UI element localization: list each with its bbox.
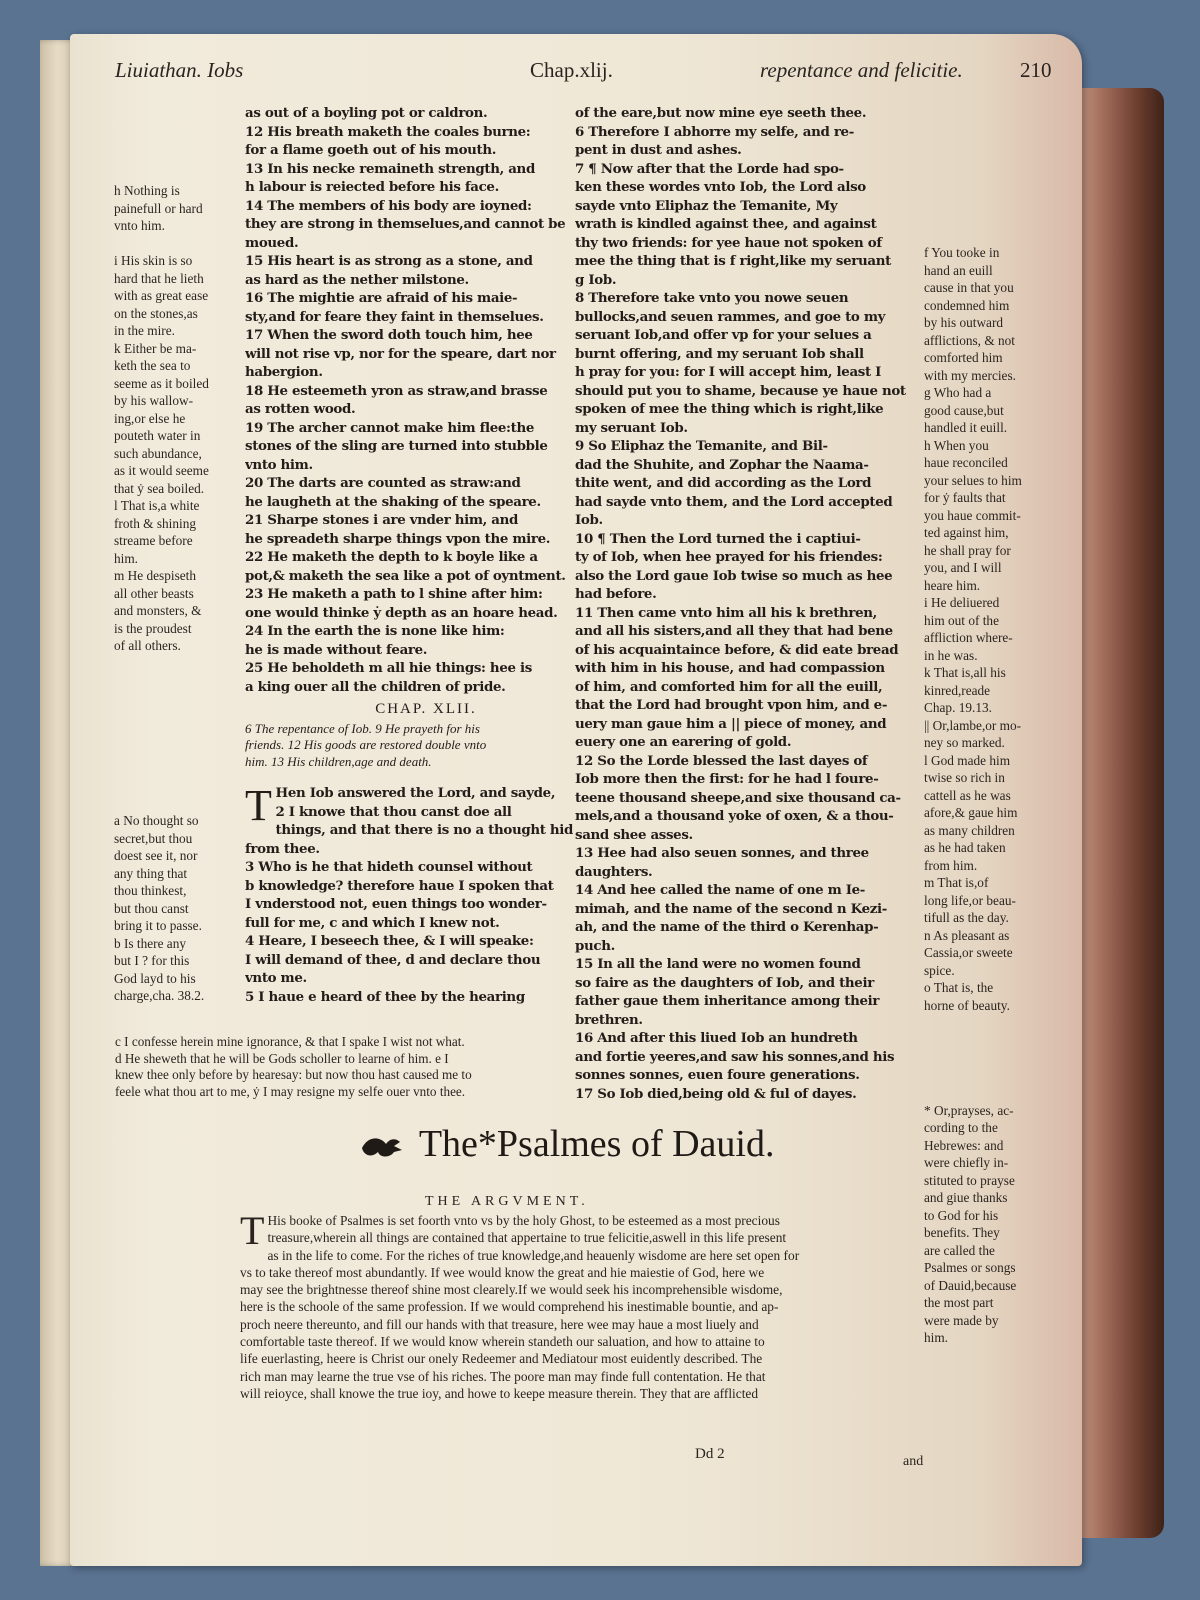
- verse-line: 10 ¶ Then the Lord turned the i captiui-: [575, 530, 861, 547]
- gloss-line: kinred,reade: [924, 682, 991, 698]
- verse-line: 5 I haue e heard of thee by the hearing: [245, 988, 525, 1005]
- gloss-line: in the mire.: [114, 323, 175, 338]
- argument-text: [240, 1208, 920, 1402]
- left-margin-gloss: [114, 182, 242, 1005]
- verse-line: 9 So Eliphaz the Temanite, and Bil-: [575, 438, 828, 454]
- gloss-line: him.: [114, 550, 139, 566]
- verse-line: burnt offering, and my seruant Iob shall: [575, 345, 864, 362]
- verse-line: 20 The darts are counted as straw:and: [245, 475, 521, 491]
- gloss-line: h Nothing is: [114, 183, 180, 198]
- verse-line: of him, and comforted him for all the euill,: [575, 678, 883, 695]
- verse-line: ken these wordes vnto Iob, the Lord also: [575, 179, 866, 195]
- running-head-left: Liuiathan. Iobs: [115, 58, 244, 82]
- gloss-line: [924, 1049, 1064, 1067]
- verse-line: he is made without feare.: [245, 641, 428, 658]
- verse-line: mels,and a thousand yoke of oxen, & a thou-: [575, 808, 894, 824]
- verse-line: 17 When the sword doth touch him, hee: [245, 327, 533, 343]
- gloss-line: afore,& gaue him: [924, 805, 1018, 820]
- argument-line: vs to take thereof most abundantly. If wee would know the great and hie maiestie of God, here we: [240, 1264, 765, 1280]
- gloss-line: of all others.: [114, 638, 181, 653]
- gloss-line: with as great ease: [114, 288, 209, 303]
- gloss-line: afflictions, & not: [924, 332, 1015, 348]
- drop-cap: T: [245, 781, 272, 830]
- verse-line: sonnes sonnes, euen foure generations.: [575, 1067, 860, 1083]
- gloss-line: [114, 742, 242, 760]
- gloss-line: seeme as it boiled: [114, 375, 209, 391]
- gloss-line: ney so marked.: [924, 735, 1005, 750]
- chapter-opening: [245, 781, 607, 858]
- verse-line: puch.: [575, 937, 615, 954]
- verse-line: had before.: [575, 586, 657, 602]
- argument-line: proch neere thereunto, and fill our hands with that treasure, here wee may haue a most liuely and: [240, 1316, 759, 1332]
- gloss-line: benefits. They: [924, 1225, 1000, 1240]
- verse-line: wrath is kindled against thee, and against: [575, 216, 877, 232]
- right-margin-gloss: [924, 244, 1064, 1347]
- verse-line: 13 In his necke remaineth strength, and: [245, 160, 535, 177]
- running-head: [70, 58, 1082, 88]
- gloss-line: vnto him.: [114, 218, 165, 233]
- psalms-title-text: The*Psalmes of Dauid.: [418, 1123, 775, 1165]
- gloss-line: ing,or else he: [114, 410, 186, 426]
- gloss-line: [924, 1032, 1064, 1050]
- catchword: and: [903, 1454, 924, 1469]
- gloss-line: thou thinkest,: [114, 883, 187, 898]
- verse-line: h pray for you: for I will accept him, least I: [575, 364, 882, 380]
- gloss-line: [114, 655, 242, 673]
- gloss-line: l God made him: [924, 752, 1011, 768]
- gloss-line: he shall pray for: [924, 542, 1011, 558]
- page: [70, 34, 1082, 1566]
- gloss-line: [114, 707, 242, 725]
- book: [40, 34, 1164, 1566]
- gloss-line: froth & shining: [114, 515, 196, 531]
- gloss-line: b Is there any: [114, 935, 186, 951]
- gloss-line: i His skin is so: [114, 253, 193, 268]
- verse-line: spoken of mee the thing which is right,like: [575, 401, 884, 417]
- verse-line: so faire as the daughters of Iob, and their: [575, 974, 874, 991]
- verse-line: for a flame goeth out of his mouth.: [245, 142, 497, 158]
- verse-line: as out of a boyling pot or caldron.: [245, 105, 488, 121]
- verse-line: habergion.: [245, 364, 323, 380]
- gloss-line: such abundance,: [114, 445, 202, 461]
- gloss-line: f You tooke in: [924, 245, 1000, 260]
- gloss-line: [924, 1014, 1064, 1032]
- verse-line: 7 ¶ Now after that the Lorde had spo-: [575, 160, 844, 177]
- verse-line: with him in his house, and had compassion: [575, 660, 885, 676]
- verse-line: moued.: [245, 234, 299, 251]
- argument-line: treasure,wherein all things are contained that appertaine to true felicitie,aswell in this life present: [267, 1230, 787, 1246]
- verse-line: 25 He beholdeth m all hie things: hee is: [245, 660, 532, 676]
- verse-line: had sayde vnto them, and the Lord accepted: [575, 493, 893, 510]
- verse-line: sayde vnto Eliphaz the Temanite, My: [575, 197, 838, 214]
- gloss-line: Psalmes or songs: [924, 1260, 1016, 1275]
- gloss-line: were chiefly in-: [924, 1155, 1009, 1170]
- gloss-line: from him.: [924, 857, 978, 873]
- verse-line: 8 Therefore take vnto you nowe seuen: [575, 290, 849, 306]
- verse-line: 16 And after this liued Iob an hundreth: [575, 1030, 858, 1046]
- gloss-line: Chap. 19.13.: [924, 700, 992, 715]
- verse-line: father gaue them inheritance among their: [575, 993, 880, 1009]
- gloss-line: keth the sea to: [114, 358, 191, 373]
- verse-line: b knowledge? therefore haue I spoken that: [245, 877, 554, 894]
- running-head-chapter: Chap.xlij.: [530, 58, 613, 82]
- gloss-line: but thou canst: [114, 900, 189, 916]
- gloss-line: handled it euill.: [924, 420, 1008, 435]
- verse-line: Hen Iob answered the Lord, and sayde,: [275, 785, 556, 801]
- verse-line: 19 The archer cannot make him flee:the: [245, 419, 535, 436]
- argument-line: rich man may learne the true vse of his riches. The poore man may finde full contentation. He that: [240, 1368, 766, 1384]
- gloss-line: as many children: [924, 822, 1015, 838]
- gloss-line: m He despiseth: [114, 568, 196, 583]
- verse-line: vnto me.: [245, 970, 307, 986]
- verse-line: pot,& maketh the sea like a pot of oyntment.: [245, 567, 566, 584]
- verse-line: a king ouer all the children of pride.: [245, 678, 506, 695]
- gloss-line: for ẏ faults that: [924, 490, 1006, 505]
- verse-line: 12 So the Lorde blessed the last dayes of: [575, 752, 868, 769]
- verse-line: my seruant Iob.: [575, 419, 688, 436]
- verse-line: g Iob.: [575, 271, 617, 288]
- gloss-line: secret,but thou: [114, 830, 193, 846]
- gloss-line: cause in that you: [924, 280, 1014, 295]
- gloss-line: stituted to prayse: [924, 1172, 1015, 1188]
- verse-line: mee the thing that is f right,like my seruant: [575, 253, 891, 269]
- verse-line: 2 I knowe that thou canst doe all: [275, 803, 512, 820]
- gloss-line: painefull or hard: [114, 200, 203, 216]
- gloss-line: that ẏ sea boiled.: [114, 480, 205, 496]
- verse-line: one would thinke ẏ depth as an hoare head.: [245, 604, 558, 621]
- gloss-line: a No thought so: [114, 813, 199, 828]
- verse-line: 4 Heare, I beseech thee, & I will speake:: [245, 933, 534, 949]
- argument-line: will reioyce, shall knowe the true ioy, and howe to keepe measure therein. They that are afflicted: [240, 1385, 759, 1401]
- summary-line: him. 13 His children,age and death.: [245, 753, 432, 769]
- gloss-line: haue reconciled: [924, 455, 1008, 470]
- verse-line: 18 He esteemeth yron as straw,and brasse: [245, 382, 548, 399]
- gloss-line: comforted him: [924, 350, 1003, 365]
- gloss-line: [114, 777, 242, 795]
- verse-line: 22 He maketh the depth to k boyle like a: [245, 549, 538, 565]
- chapter-summary: [245, 721, 607, 771]
- verse-line: they are strong in themselues,and cannot be: [245, 216, 566, 232]
- argument-line: here is the schoole of the same profession. If we would comprehend his inestimable bountie, and ap-: [240, 1299, 779, 1315]
- gloss-line: any thing that: [114, 865, 188, 881]
- gloss-line: is the proudest: [114, 620, 192, 636]
- gloss-line: doest see it, nor: [114, 848, 198, 863]
- verse-line: of the eare,but now mine eye seeth thee.: [575, 105, 867, 121]
- gloss-line: spice.: [924, 962, 955, 978]
- argument-drop-cap: T: [240, 1208, 265, 1253]
- gloss-line: l That is,a white: [114, 498, 200, 513]
- verse-line: vnto him.: [245, 456, 313, 473]
- verse-line: things, and that there is no a thought hid: [275, 822, 574, 838]
- gloss-line: condemned him: [924, 297, 1010, 313]
- argument-line: comfortable taste thereof. If we would know wherein standeth our saluation, and how to attaine to: [240, 1334, 765, 1350]
- verse-line: euery one an earering of gold.: [575, 734, 792, 750]
- verse-line: from thee.: [245, 840, 320, 857]
- gloss-line: long life,or beau-: [924, 892, 1016, 908]
- gloss-line: [924, 1067, 1064, 1085]
- psalms-title: [360, 1122, 860, 1172]
- verse-line: I will demand of thee, d and declare thou: [245, 951, 541, 968]
- verse-line: Iob.: [575, 512, 603, 528]
- gloss-line: God layd to his: [114, 970, 196, 986]
- gloss-line: Hebrewes: and: [924, 1137, 1004, 1153]
- verse-line: Iob more then the first: for he had l foure-: [575, 771, 879, 787]
- running-head-right: repentance and felicitie.: [760, 58, 963, 82]
- verse-line: 14 The members of his body are ioyned:: [245, 197, 532, 214]
- verse-line: 16 The mightie are afraid of his maie-: [245, 290, 518, 306]
- gloss-line: affliction where-: [924, 630, 1013, 645]
- verse-line: mimah, and the name of the second n Kezi-: [575, 900, 887, 917]
- verse-line: stones of the sling are turned into stubble: [245, 438, 548, 454]
- gloss-line: twise so rich in: [924, 770, 1005, 785]
- gloss-line: of Dauid,because: [924, 1277, 1017, 1293]
- gloss-line: hard that he lieth: [114, 270, 204, 286]
- gloss-line: hand an euill: [924, 262, 993, 278]
- gloss-line: [114, 672, 242, 690]
- verse-line: I vnderstood not, euen things too wonder-: [245, 896, 547, 912]
- gloss-line: all other beasts: [114, 585, 194, 601]
- gloss-line: k Either be ma-: [114, 340, 197, 356]
- gloss-line: [924, 1084, 1064, 1102]
- book-spine: [1072, 88, 1164, 1538]
- verse-line: 14 And hee called the name of one m Ie-: [575, 882, 866, 898]
- verse-line: as hard as the nether milstone.: [245, 271, 469, 288]
- page-number: 210: [1020, 58, 1052, 82]
- gloss-line: him.: [924, 1330, 949, 1345]
- fleuron-ornament-icon: [360, 1132, 404, 1162]
- argument-line: life euerlasting, heere is Christ our onely Redeemer and Mediatour most euidently described. The: [240, 1351, 763, 1367]
- footnote-line: knew thee only before by hearesay: but now thou hast caused me to: [115, 1067, 472, 1082]
- gloss-line: h When you: [924, 437, 989, 453]
- verse-line: pent in dust and ashes.: [575, 142, 742, 158]
- footnotes: [115, 1034, 935, 1100]
- verse-line: thy two friends: for yee haue not spoken of: [575, 234, 882, 251]
- gloss-line: g Who had a: [924, 385, 992, 400]
- footnote-line: c I confesse herein mine ignorance, & that I spake I wist not what.: [115, 1034, 465, 1049]
- argument-line: as in the life to come. For the riches of true knowledge,and heauenly wisdome are here set open for: [267, 1247, 800, 1263]
- gloss-line: m That is,of: [924, 875, 989, 890]
- verse-line: sand shee asses.: [575, 826, 693, 843]
- gloss-line: but I ? for this: [114, 953, 190, 968]
- verse-line: and all his sisters,and all they that had bene: [575, 623, 893, 639]
- verse-line: h labour is reiected before his face.: [245, 179, 499, 195]
- gloss-line: the most part: [924, 1295, 994, 1310]
- gloss-line: by his outward: [924, 315, 1004, 330]
- argument-line: may see the brightnesse thereof shine most clearely.If we would seek his incomprehensible wisdome,: [240, 1282, 783, 1298]
- gloss-line: [114, 690, 242, 708]
- argument-line: His booke of Psalmes is set foorth vnto vs by the holy Ghost, to be esteemed as a most precious: [267, 1213, 780, 1228]
- verse-line: 13 Hee had also seuen sonnes, and three: [575, 845, 869, 861]
- gloss-line: k That is,all his: [924, 665, 1006, 680]
- footnote-line: d He sheweth that he will be Gods scholler to learne of him. e I: [115, 1050, 449, 1066]
- gloss-line: were made by: [924, 1312, 999, 1328]
- gloss-line: [114, 760, 242, 778]
- verse-line: thite went, and did according as the Lord: [575, 475, 872, 491]
- verse-line: 24 In the earth the is none like him:: [245, 623, 505, 639]
- gloss-line: horne of beauty.: [924, 997, 1010, 1013]
- verse-line: he spreadeth sharpe things vpon the mire.: [245, 530, 551, 547]
- gloss-line: as he had taken: [924, 840, 1006, 855]
- verse-line: of his acquaintaince before, & did eate bread: [575, 641, 899, 658]
- summary-line: 6 The repentance of Iob. 9 He prayeth for his: [245, 720, 480, 736]
- verse-line: he laugheth at the shaking of the speare.: [245, 493, 541, 510]
- verse-line: and fortie yeeres,and saw his sonnes,and his: [575, 1048, 895, 1065]
- gloss-line: i He deliuered: [924, 595, 1000, 610]
- gloss-line: on the stones,as: [114, 305, 198, 321]
- chapter-heading: CHAP. XLII.: [375, 701, 477, 717]
- footnote-line: feele what thou art to me, ẏ I may resigne my selfe ouer vnto thee.: [115, 1083, 466, 1099]
- verse-line: 12 His breath maketh the coales burne:: [245, 123, 531, 140]
- argument-heading: THE ARGVMENT.: [425, 1194, 589, 1209]
- gloss-line: to God for his: [924, 1207, 999, 1223]
- gloss-line: with my mercies.: [924, 367, 1016, 383]
- verse-line: should put you to shame, because ye haue not: [575, 382, 906, 399]
- gloss-line: him out of the: [924, 612, 999, 628]
- verse-line: 17 So Iob died,being old & ful of dayes.: [575, 1085, 857, 1102]
- gloss-line: good cause,but: [924, 402, 1004, 418]
- verse-line: 23 He maketh a path to l shine after him:: [245, 586, 543, 602]
- gloss-line: cattell as he was: [924, 787, 1011, 803]
- verse-line: seruant Iob,and offer vp for your selues a: [575, 327, 872, 343]
- verse-line: 15 In all the land were no women found: [575, 956, 861, 972]
- gloss-line: n As pleasant as: [924, 927, 1010, 943]
- gloss-line: as it would seeme: [114, 463, 209, 478]
- verse-line: dad the Shuhite, and Zophar the Naama-: [575, 456, 869, 473]
- gloss-line: [114, 235, 242, 253]
- left-column: [245, 104, 607, 1006]
- signature-mark: Dd 2: [695, 1446, 725, 1462]
- gloss-line: your selues to him: [924, 472, 1022, 488]
- gloss-line: [114, 725, 242, 743]
- gloss-line: charge,cha. 38.2.: [114, 988, 205, 1003]
- verse-line: 15 His heart is as strong as a stone, and: [245, 253, 533, 269]
- gloss-line: you, and I will: [924, 560, 1002, 575]
- gloss-line: you haue commit-: [924, 507, 1021, 523]
- gloss-line: Cassia,or sweete: [924, 945, 1013, 960]
- verse-line: daughters.: [575, 863, 653, 880]
- gloss-line: ted against him,: [924, 525, 1009, 540]
- gloss-line: in he was.: [924, 647, 978, 663]
- gloss-line: pouteth water in: [114, 428, 201, 443]
- verse-line: 21 Sharpe stones i are vnder him, and: [245, 512, 519, 528]
- gloss-line: [114, 795, 242, 813]
- gloss-line: cording to the: [924, 1120, 998, 1135]
- verse-line: teene thousand sheepe,and sixe thousand ca-: [575, 789, 901, 806]
- right-column: [575, 104, 927, 1103]
- gloss-line: || Or,lambe,or mo-: [924, 717, 1022, 733]
- gloss-line: streame before: [114, 533, 193, 548]
- gloss-line: tifull as the day.: [924, 910, 1009, 925]
- verse-line: 3 Who is he that hideth counsel without: [245, 859, 533, 875]
- gloss-line: and monsters, &: [114, 603, 202, 618]
- gloss-line: and giue thanks: [924, 1190, 1008, 1205]
- gloss-line: o That is, the: [924, 980, 994, 995]
- verse-line: that the Lord had brought vpon him, and e-: [575, 697, 888, 713]
- gloss-line: bring it to passe.: [114, 918, 202, 933]
- gloss-line: heare him.: [924, 577, 981, 593]
- verse-line: brethren.: [575, 1011, 643, 1028]
- verse-line: ty of Iob, when hee prayed for his friendes:: [575, 549, 883, 565]
- verse-line: ah, and the name of the third o Kerenhap-: [575, 919, 879, 935]
- gloss-line: by his wallow-: [114, 393, 194, 408]
- verse-line: full for me, c and which I knew not.: [245, 914, 500, 931]
- gloss-line: are called the: [924, 1242, 995, 1258]
- verse-line: 6 Therefore I abhorre my selfe, and re-: [575, 123, 854, 140]
- verse-line: 11 Then came vnto him all his k brethren,: [575, 604, 877, 621]
- verse-line: bullocks,and seuen rammes, and goe to my: [575, 308, 886, 325]
- verse-line: also the Lord gaue Iob twise so much as hee: [575, 567, 893, 584]
- summary-line: friends. 12 His goods are restored double vnto: [245, 737, 487, 752]
- verse-line: uery man gaue him a || piece of money, and: [575, 715, 887, 732]
- verse-line: as rotten wood.: [245, 401, 356, 417]
- gloss-line: * Or,prayses, ac-: [924, 1102, 1014, 1118]
- verse-line: will not rise vp, nor for the speare, dart nor: [245, 345, 556, 362]
- verse-line: sty,and for feare they faint in themselues.: [245, 308, 544, 325]
